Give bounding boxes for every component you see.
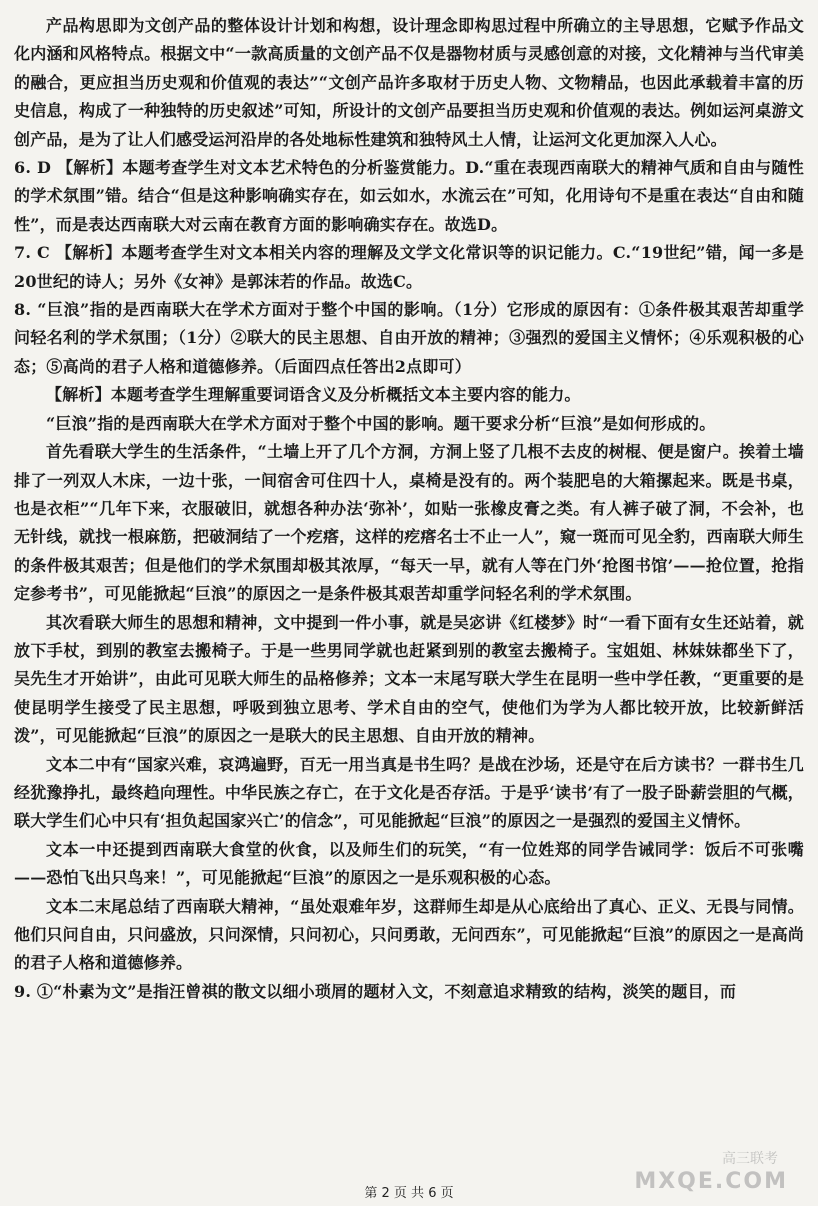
paragraph: 文本二中有“国家兴难，哀鸿遍野，百无一用当真是书生吗？是战在沙场，还是守在后方读书？一群书生几经犹豫挣扎，最终趋向理性。中华民族之存亡，在于文化是否存活。于是乎‘读书’有了一股子卧薪尝胆的气概，联大学生们心中只有‘担负起国家兴亡’的信念”，可见能掀起“巨浪”的原因之一是强烈的爱国主义情怀。 [14,754,804,831]
paragraph: 文本一中还提到西南联大食堂的伙食，以及师生们的玩笑，“有一位姓郑的同学告诫同学：饭后不可张嘴——恐怕飞出只鸟来！”，可见能掀起“巨浪”的原因之一是乐观积极的心态。 [14,839,804,888]
paragraph: 7. C 【解析】本题考查学生对文本相关内容的理解及文学文化常识等的识记能力。C.“19世纪”错，闻一多是20世纪的诗人；另外《女神》是郭沫若的作品。故选C。 [14,243,804,291]
paragraph: 8. “巨浪”指的是西南联大在学术方面对于整个中国的影响。（1分）它形成的原因有：①条件极其艰苦却重学问轻名利的学术氛围；（1分）②联大的民主思想、自由开放的精神；③强烈的爱国主义情怀；④乐观积极的心态；⑤高尚的君子人格和道德修养。（后面四点任答出2点即可） [14,300,804,376]
paragraph: 产品构思即为文创产品的整体设计计划和构想，设计理念即构思过程中所确立的主导思想，它赋予作品文化内涵和风格特点。根据文中“一款高质量的文创产品不仅是器物材质与灵感创意的对接，文化精神与当代审美的融合，更应担当历史观和价值观的表达”“文创产品许多取材于历史人物、文物精品，也因此承载着丰富的历史信息，构成了一种独特的历史叙述”可知，所设计的文创产品要担当历史观和价值观的表达。例如运河桌游文创产品，是为了让人们感受运河沿岸的各处地标性建筑和独特风土人情，让运河文化更加深入人心。 [14,16,804,149]
paragraph: 首先看联大学生的生活条件，“土墙上开了几个方洞，方洞上竖了几根不去皮的树棍、便是窗户。挨着土墙排了一列双人木床，一边十张，一间宿舍可住四十人，桌椅是没有的。两个装肥皂的大箱摞起来。既是书桌，也是衣柜”“几年下来，衣服破旧，就想各种办法‘弥补’，如贴一张橡皮膏之类。有人裤子破了洞，不会补，也无针线，就找一根麻筋，把破洞结了一个疙瘩，这样的疙瘩名士不止一人”，窥一斑而可见全豹，西南联大师生的条件极其艰苦；但是他们的学术氛围却极其浓厚，“每天一早，就有人等在门外‘抢图书馆’——抢位置，抢指定参考书”，可见能掀起“巨浪”的原因之一是条件极其艰苦却重学问轻名利的学术氛围。 [14,442,804,604]
paragraph: 文本二末尾总结了西南联大精神，“虽处艰难年岁，这群师生却是从心底给出了真心、正义、无畏与同情。他们只问自由，只问盛放，只问深情，只问初心，只问勇敢，无问西东”，可见能掀起“巨浪”的原因之一是高尚的君子人格和道德修养。 [14,896,804,973]
watermark-logo: MXQE.COM [634,1169,788,1194]
paragraph: 6. D 【解析】本题考查学生对文本艺术特色的分析鉴赏能力。D.“重在表现西南联大的精神气质和自由与随性的学术氛围”错。结合“但是这种影响确实存在，如云如水，水流云在”可知，化用诗句不是重在表达“自由和随性”，而是表达西南联大对云南在教育方面的影响确实存在。故选D。 [14,158,804,234]
document-body [14,12,804,1006]
watermark-subtext: 高三联考 [722,1151,778,1167]
paragraph: 其次看联大师生的思想和精神，文中提到一件小事，就是吴宓讲《红楼梦》时“一看下面有女生还站着，就放下手杖，到别的教室去搬椅子。于是一些男同学就也赶紧到别的教室去搬椅子。宝姐姐、林妹妹都坐下了，吴先生才开始讲”，由此可见联大师生的品格修养；文本一末尾写联大学生在昆明一些中学任教，“更重要的是使昆明学生接受了民主思想，呼吸到独立思考、学术自由的空气，使他们为学为人都比较开放，比较新鲜活泼”，可见能掀起“巨浪”的原因之一是联大的民主思想、自由开放的精神。 [14,612,804,746]
paragraph: 【解析】本题考查学生理解重要词语含义及分析概括文本主要内容的能力。 [46,385,581,405]
page-footer: 第 2 页 共 6 页 [364,1186,454,1201]
paragraph: “巨浪”指的是西南联大在学术方面对于整个中国的影响。题干要求分析“巨浪”是如何形成的。 [46,413,716,433]
paragraph: 9. ①“朴素为文”是指汪曾祺的散文以细小琐屑的题材入文，不刻意追求精致的结构，淡笑的题目，而 [14,981,737,1001]
